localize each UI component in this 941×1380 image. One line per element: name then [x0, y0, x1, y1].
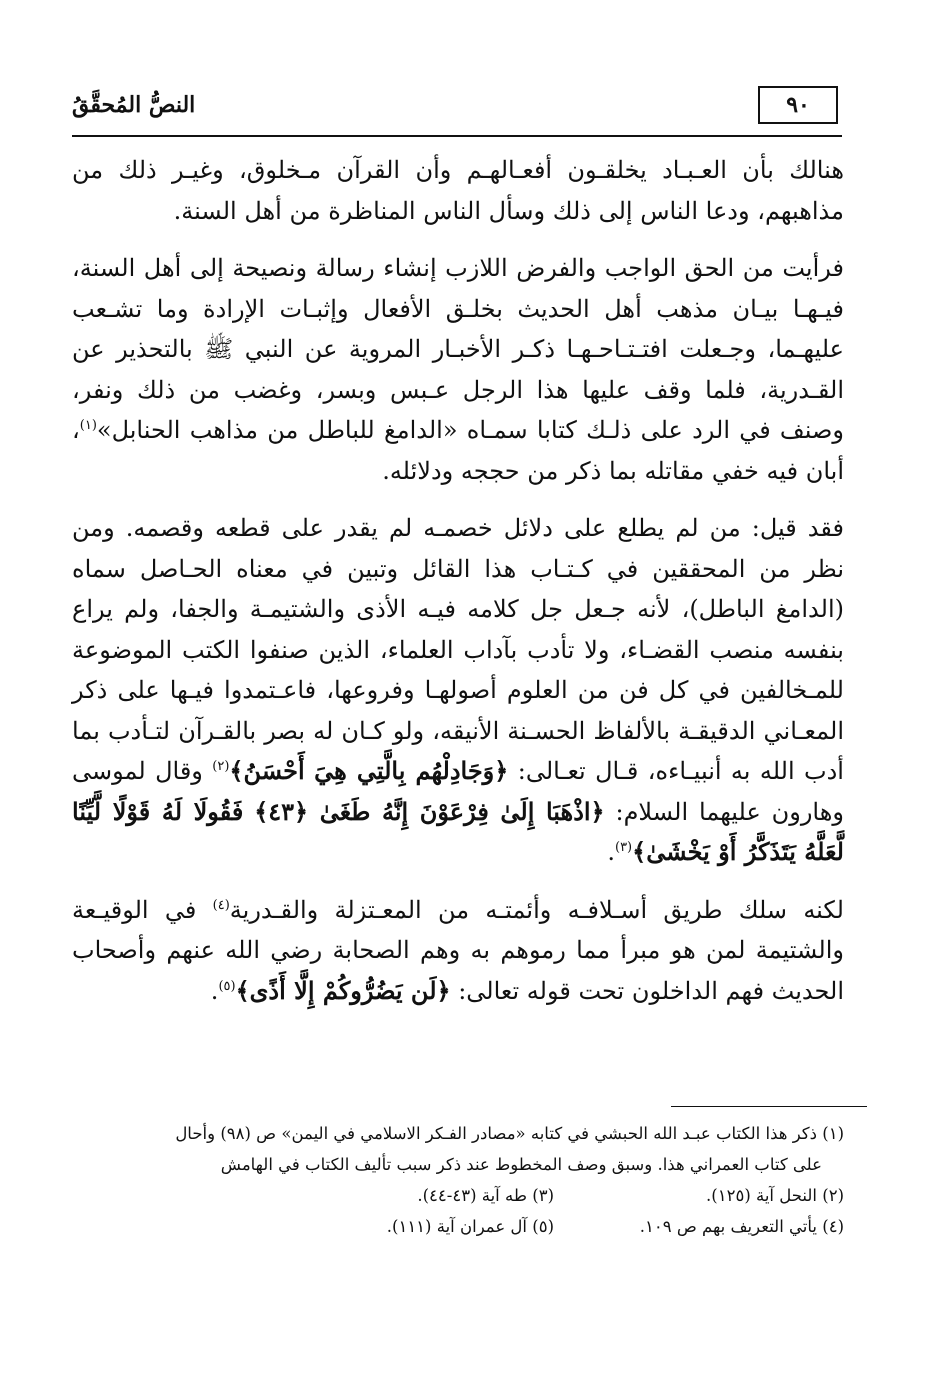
text-line: ، أبان فيه خفي مقاتله بما ذكر من حججه ودلائله.	[72, 416, 844, 485]
text-line: يراع بنفسه منصب القضـاء، ولا تأدب بآداب العلماء، الذين صنفوا الكتب	[72, 595, 844, 664]
text-line: السنة، فيـهـا بيـان مذهب أهل الحديث بخلـق الأفعال وإثبـات الإرادة وما	[72, 254, 844, 323]
page-number-box	[758, 86, 838, 124]
text-line: فقد قيل: من لم يطلع على دلائل خصمـه لم يقدر على قطعه وقصمه.	[125, 514, 844, 542]
main-text	[72, 150, 844, 1011]
footnote-marker: (٣)	[614, 840, 633, 855]
text-line: بالتحذير عن القـدرية، فلما وقف عليها هذا الرجل عـبس وبسر، وغضب	[72, 335, 844, 404]
footnote-2: (٢) النحل آية (١٢٥).	[706, 1186, 844, 1205]
footnote-5: (٥) آل عمران آية (١١١).	[386, 1217, 554, 1236]
quran-verse: ﴿لَن يَضُرُّوكُمْ إِلَّا أَذًى﴾	[235, 975, 451, 1005]
text-line: لكنه سلك طريق أسـلافـه وأئمتـه من المعـتزلة والقـدرية	[229, 895, 844, 924]
text-line: الحديث فهم الداخلون تحت قوله تعالى:	[450, 976, 844, 1005]
footnote-4: (٤) يأتي التعريف بهم ص ١٠٩.	[639, 1217, 844, 1236]
paragraph-4	[72, 890, 844, 1012]
footnote-1-continued: على كتاب العمراني هذا. وسبق وصف المخطوط عند ذكر سبب تأليف الكتاب في الهامش	[220, 1155, 822, 1174]
quran-verse: أَحْسَنُ﴾	[229, 756, 305, 785]
footnote-marker: (٢)	[212, 759, 230, 774]
page-header	[72, 82, 842, 132]
page-number: ٩٠	[786, 92, 810, 118]
paragraph-2	[72, 248, 844, 491]
quran-verse: ﴿اذْهَبَا إِلَىٰ فِرْعَوْنَ إِنَّهُ طَغَىٰ ﴿٤٣﴾	[254, 796, 605, 826]
text-line: مذاهبهم، ودعا الناس إلى ذلك وسأل الناس المناظرة من أهل السنة.	[173, 196, 844, 225]
text-line: الموضوعة للمـخالفين في كل فن من العلوم أصولهـا وفروعها، فاعـتمدوا	[72, 635, 844, 704]
quran-verse: ﴿وَجَادِلْهُم بِالَّتِي هِيَ	[314, 756, 509, 785]
footnotes	[72, 1118, 844, 1242]
text-line: .	[607, 838, 615, 866]
text-line: (الدامغ الباطل)، لأنه جـعل جل كلامه فيـه الأذى والشتيمـة والجفا، ولم	[124, 595, 844, 623]
text-line: مذاهب الحنابل»	[96, 416, 259, 444]
text-line: بالقـرآن لتـأدب بما أدب الله به أنبيـاءه، قـال تعـالى:	[72, 716, 844, 785]
text-line: هنالك بأن العـبـاد يخلقـون أفعـالهـم وأن القرآن مـخلوق، وغيـر ذلك من	[72, 156, 844, 184]
paragraph-1	[72, 150, 844, 231]
footnote-3: (٣) طه آية (٤٣-٤٤).	[417, 1186, 554, 1205]
text-line: في الوقيـعة	[72, 895, 213, 924]
text-line: .	[210, 976, 219, 1005]
running-title: النصُّ المُحقَّقُ	[72, 92, 196, 118]
paragraph-3	[72, 508, 844, 873]
footnote-1: (١) ذكر هذا الكتاب عبـد الله الحبشي في كتابه «مصادر الفـكر الاسلامي في اليمن» ص (٩٨) وأحال	[175, 1124, 844, 1143]
footnote-marker: (١)	[79, 418, 97, 433]
footnote-row	[72, 1180, 844, 1211]
footnote-row	[72, 1211, 844, 1242]
text-line: ومن نظر من المحققين في كـتـاب هذا القائل وتبين في معناه الحـاصل سماه	[72, 514, 844, 583]
text-line: فرأيت من الحق الواجب والفرض اللازب إنشاء رسالة ونصيحة إلى أهل	[143, 254, 844, 282]
text-line: وقال لموسى وهارون عليهما السلام:	[72, 757, 844, 826]
text-line: والشتيمة لمن هو مبرأ مما رموهم به وهم الصحابة رضي الله عنهم وأصحاب	[72, 936, 844, 964]
footnote-marker: (٥)	[218, 978, 236, 994]
text-line: فيـها على ذكر المعـاني الدقيقـة بالألفاظ الحسـنة الأنيقه، ولو كـان له بصر	[72, 676, 844, 745]
header-rule	[72, 135, 842, 137]
footnote-marker: (٤)	[212, 897, 230, 913]
footnote-separator	[671, 1106, 867, 1107]
quran-verse: فَقُولَا لَهُ قَوْلًا لَّيِّنًا لَّعَلَّهُ يَتَذَكَّرُ أَوْ يَخْشَىٰ﴾	[72, 796, 844, 866]
text-line: تشـعب عليهـما، وجـعلت افتـتـاحـهـا ذكـر الأخبـار المروية عن النبي ﷺ	[72, 294, 844, 363]
text-line: من ذلك ونفر، وصنف في الرد على ذلـك كتابا سمـاه «الدامغ للباطل من	[72, 375, 844, 444]
